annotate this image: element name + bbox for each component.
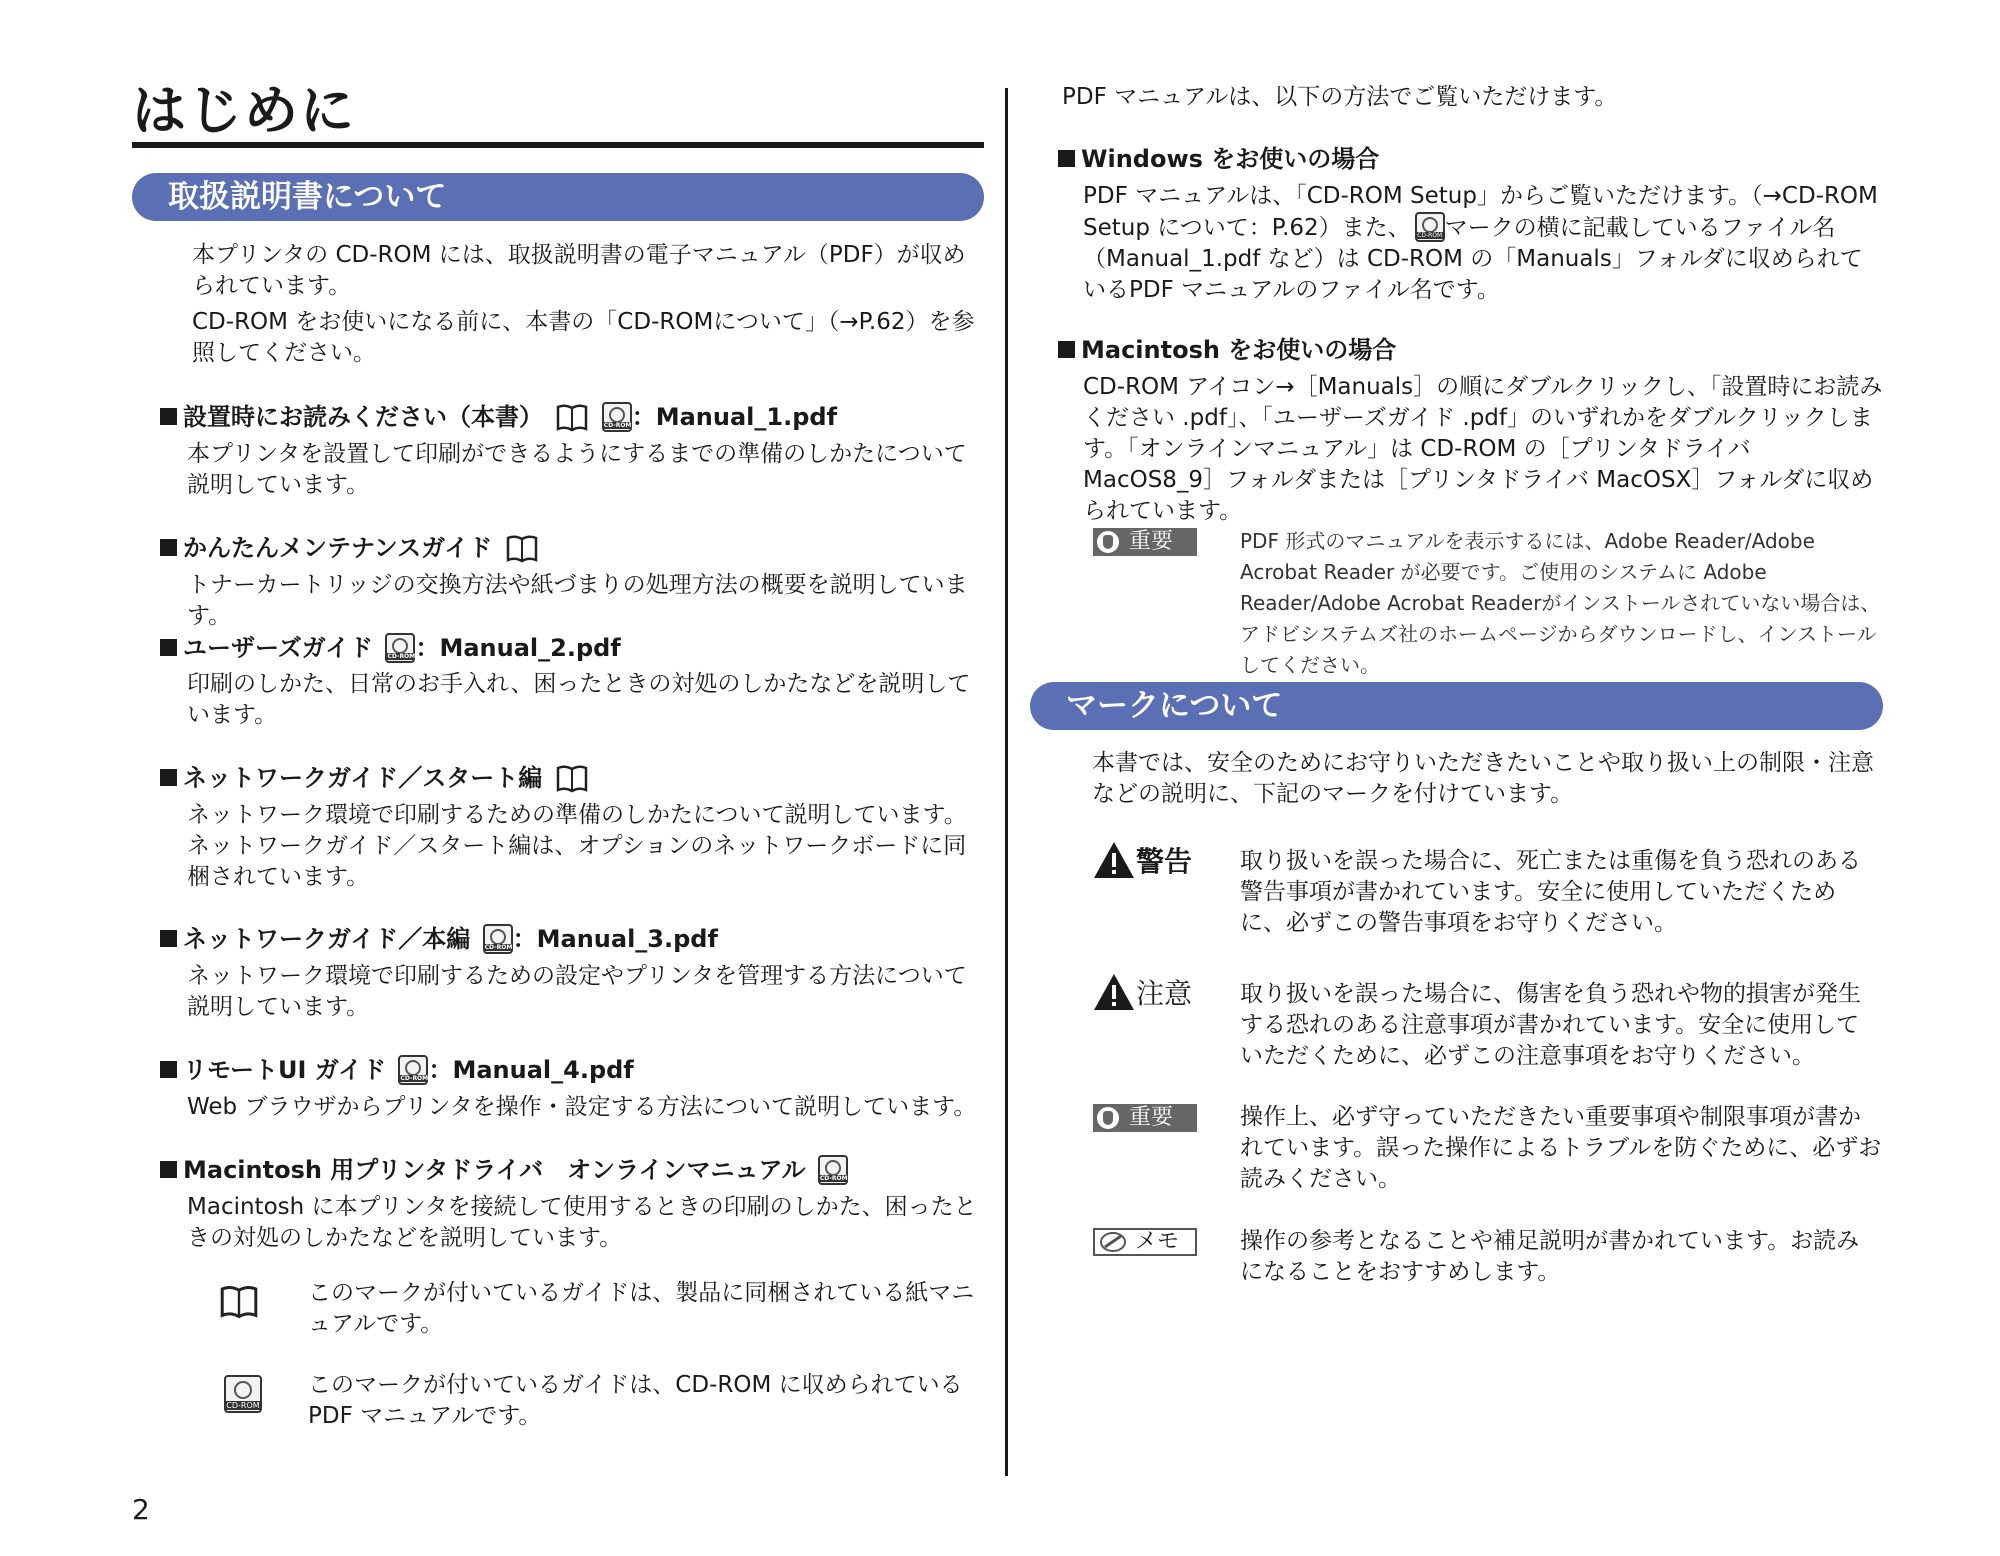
important-note-text: PDF 形式のマニュアルを表示するには、Adobe Reader/Adobe Acrobat Reader が必要です。ご使用のシステムに Adobe Reader/Adobe Acrobat Readerがインストールされていない場合は、アドビシステムズ社のホームページからダウンロードし、インストールしてください。 <box>1240 529 1881 677</box>
legend-cd-text: このマークが付いているガイドは、CD-ROM に収められているPDF マニュアルです。 <box>308 1372 963 1429</box>
section-banner-marks: マークについて <box>1030 682 1883 730</box>
hand-icon <box>1097 531 1119 553</box>
windows-text: PDF マニュアルは、「CD-ROM Setup」からご覧いただけます。（→CD-ROM Setup について：P.62）また、CD-ROM マークの横に記載しているファイル名（Manual_1.pdf など）は CD-ROM の「Manuals」フォルダに収められているPDF マニュアルのファイル名です。 <box>1083 181 1880 306</box>
manual-item-desc-5: ネットワーク環境で印刷するための設定やプリンタを管理する方法について説明しています。 <box>187 963 967 1020</box>
memo-mark-text: 操作の参考となることや補足説明が書かれています。お読みになることをおすすめします。 <box>1240 1228 1860 1285</box>
marks-intro: 本書では、安全のためにお守りいただきたいことや取り扱い上の制限・注意などの説明に、下記のマークを付けています。 <box>1092 750 1874 807</box>
warning-mark-text: 取り扱いを誤った場合に、死亡または重傷を負う恐れのある警告事項が書かれています。安全に使用していただくために、必ずこの警告事項をお守りください。 <box>1240 848 1861 936</box>
manual-item-title-7: Macintosh 用プリンタドライバ オンラインマニュアル CD-ROM <box>160 1154 848 1186</box>
column-divider <box>1005 88 1008 1476</box>
important-mark-text: 操作上、必ず守っていただきたい重要事項や制限事項が書かれています。誤った操作によるトラブルを防ぐために、必ずお読みください。 <box>1240 1104 1882 1192</box>
manual-item-title-2: かんたんメンテナンスガイド <box>160 532 539 564</box>
intro-paragraph-2: CD-ROM をお使いになる前に、本書の「CD-ROMについて」（→P.62）を参照してください。 <box>192 309 975 366</box>
cd-rom-icon <box>1415 212 1445 242</box>
manual-item-desc-7: Macintosh に本プリンタを接続して使用するときの印刷のしかた、困ったときの対処のしかたなどを説明しています。 <box>187 1194 977 1251</box>
caution-mark: 注意 <box>1092 972 1192 1012</box>
warning-mark: 警告 <box>1092 840 1192 880</box>
caution-mark-text: 取り扱いを誤った場合に、傷害を負う恐れや物的損害が発生する恐れのある注意事項が書かれています。安全に使用していただくために、必ずこの注意事項をお守りください。 <box>1240 981 1861 1069</box>
windows-heading: Windows をお使いの場合 <box>1058 143 1379 175</box>
macintosh-heading: Macintosh をお使いの場合 <box>1058 334 1396 366</box>
page-number: 2 <box>132 1493 150 1526</box>
square-bullet-icon <box>160 408 177 425</box>
macintosh-text: CD-ROM アイコン→［Manuals］の順にダブルクリックし、「設置時にお読みください .pdf」、「ユーザーズガイド .pdf」のいずれかをダブルクリックします。「オンラインマニュアル」は CD-ROM の［プリンタドライバ MacOS8_9］フォルダまたは［プリンタドライバ MacOSX］フォルダに収められています。 <box>1083 374 1883 524</box>
book-icon <box>555 763 589 793</box>
page-title: はじめに <box>132 79 356 142</box>
square-bullet-icon <box>1058 341 1075 358</box>
cd-rom-icon <box>398 1055 428 1085</box>
cd-rom-icon <box>385 633 415 663</box>
square-bullet-icon <box>1058 150 1075 167</box>
square-bullet-icon <box>160 1061 177 1078</box>
square-bullet-icon <box>160 539 177 556</box>
manual-item-desc-1: 本プリンタを設置して印刷ができるようにするまでの準備のしかたについて説明しています。 <box>187 441 967 498</box>
manual-item-title-6: リモートUI ガイド CD-ROM ：Manual_4.pdf <box>160 1054 634 1086</box>
important-badge: 重要 <box>1093 528 1197 556</box>
cd-rom-icon <box>602 402 632 432</box>
manual-item-title-5: ネットワークガイド／本編 CD-ROM ：Manual_3.pdf <box>160 923 718 955</box>
title-rule <box>132 142 984 148</box>
book-icon <box>218 1283 260 1319</box>
square-bullet-icon <box>160 930 177 947</box>
memo-mark: メモ <box>1093 1228 1197 1256</box>
square-bullet-icon <box>160 769 177 786</box>
square-bullet-icon <box>160 1161 177 1178</box>
cd-rom-icon <box>818 1155 848 1185</box>
pdf-intro: PDF マニュアルは、以下の方法でご覧いただけます。 <box>1062 84 1618 110</box>
cd-rom-icon <box>483 924 513 954</box>
caution-triangle-icon <box>1092 972 1136 1012</box>
intro-paragraph-1: 本プリンタの CD-ROM には、取扱説明書の電子マニュアル（PDF）が収められています。 <box>192 242 966 299</box>
important-mark: 重要 <box>1093 1104 1197 1132</box>
hand-icon <box>1097 1107 1119 1129</box>
section-banner-manuals: 取扱説明書について <box>132 173 984 221</box>
manual-item-desc-3: 印刷のしかた、日常のお手入れ、困ったときの対処のしかたなどを説明しています。 <box>187 671 971 728</box>
manual-item-desc-2: トナーカートリッジの交換方法や紙づまりの処理方法の概要を説明しています。 <box>187 572 968 629</box>
warning-triangle-icon <box>1092 840 1136 880</box>
manual-item-title-4: ネットワークガイド／スタート編 <box>160 762 589 794</box>
cd-rom-icon <box>224 1375 262 1413</box>
manual-item-desc-6: Web ブラウザからプリンタを操作・設定する方法について説明しています。 <box>187 1094 977 1120</box>
square-bullet-icon <box>160 639 177 656</box>
manual-item-title-1: 設置時にお読みください（本書） CD-ROM ：Manual_1.pdf <box>160 401 837 433</box>
manual-item-desc-4: ネットワーク環境で印刷するための準備のしかたについて説明しています。ネットワークガイド／スタート編は、オプションのネットワークボードに同梱されています。 <box>187 802 967 890</box>
book-icon <box>555 402 589 432</box>
pencil-icon <box>1099 1231 1129 1253</box>
book-icon <box>505 533 539 563</box>
legend-book-text: このマークが付いているガイドは、製品に同梱されている紙マニュアルです。 <box>308 1280 975 1337</box>
manual-item-title-3: ユーザーズガイド CD-ROM ：Manual_2.pdf <box>160 632 621 664</box>
